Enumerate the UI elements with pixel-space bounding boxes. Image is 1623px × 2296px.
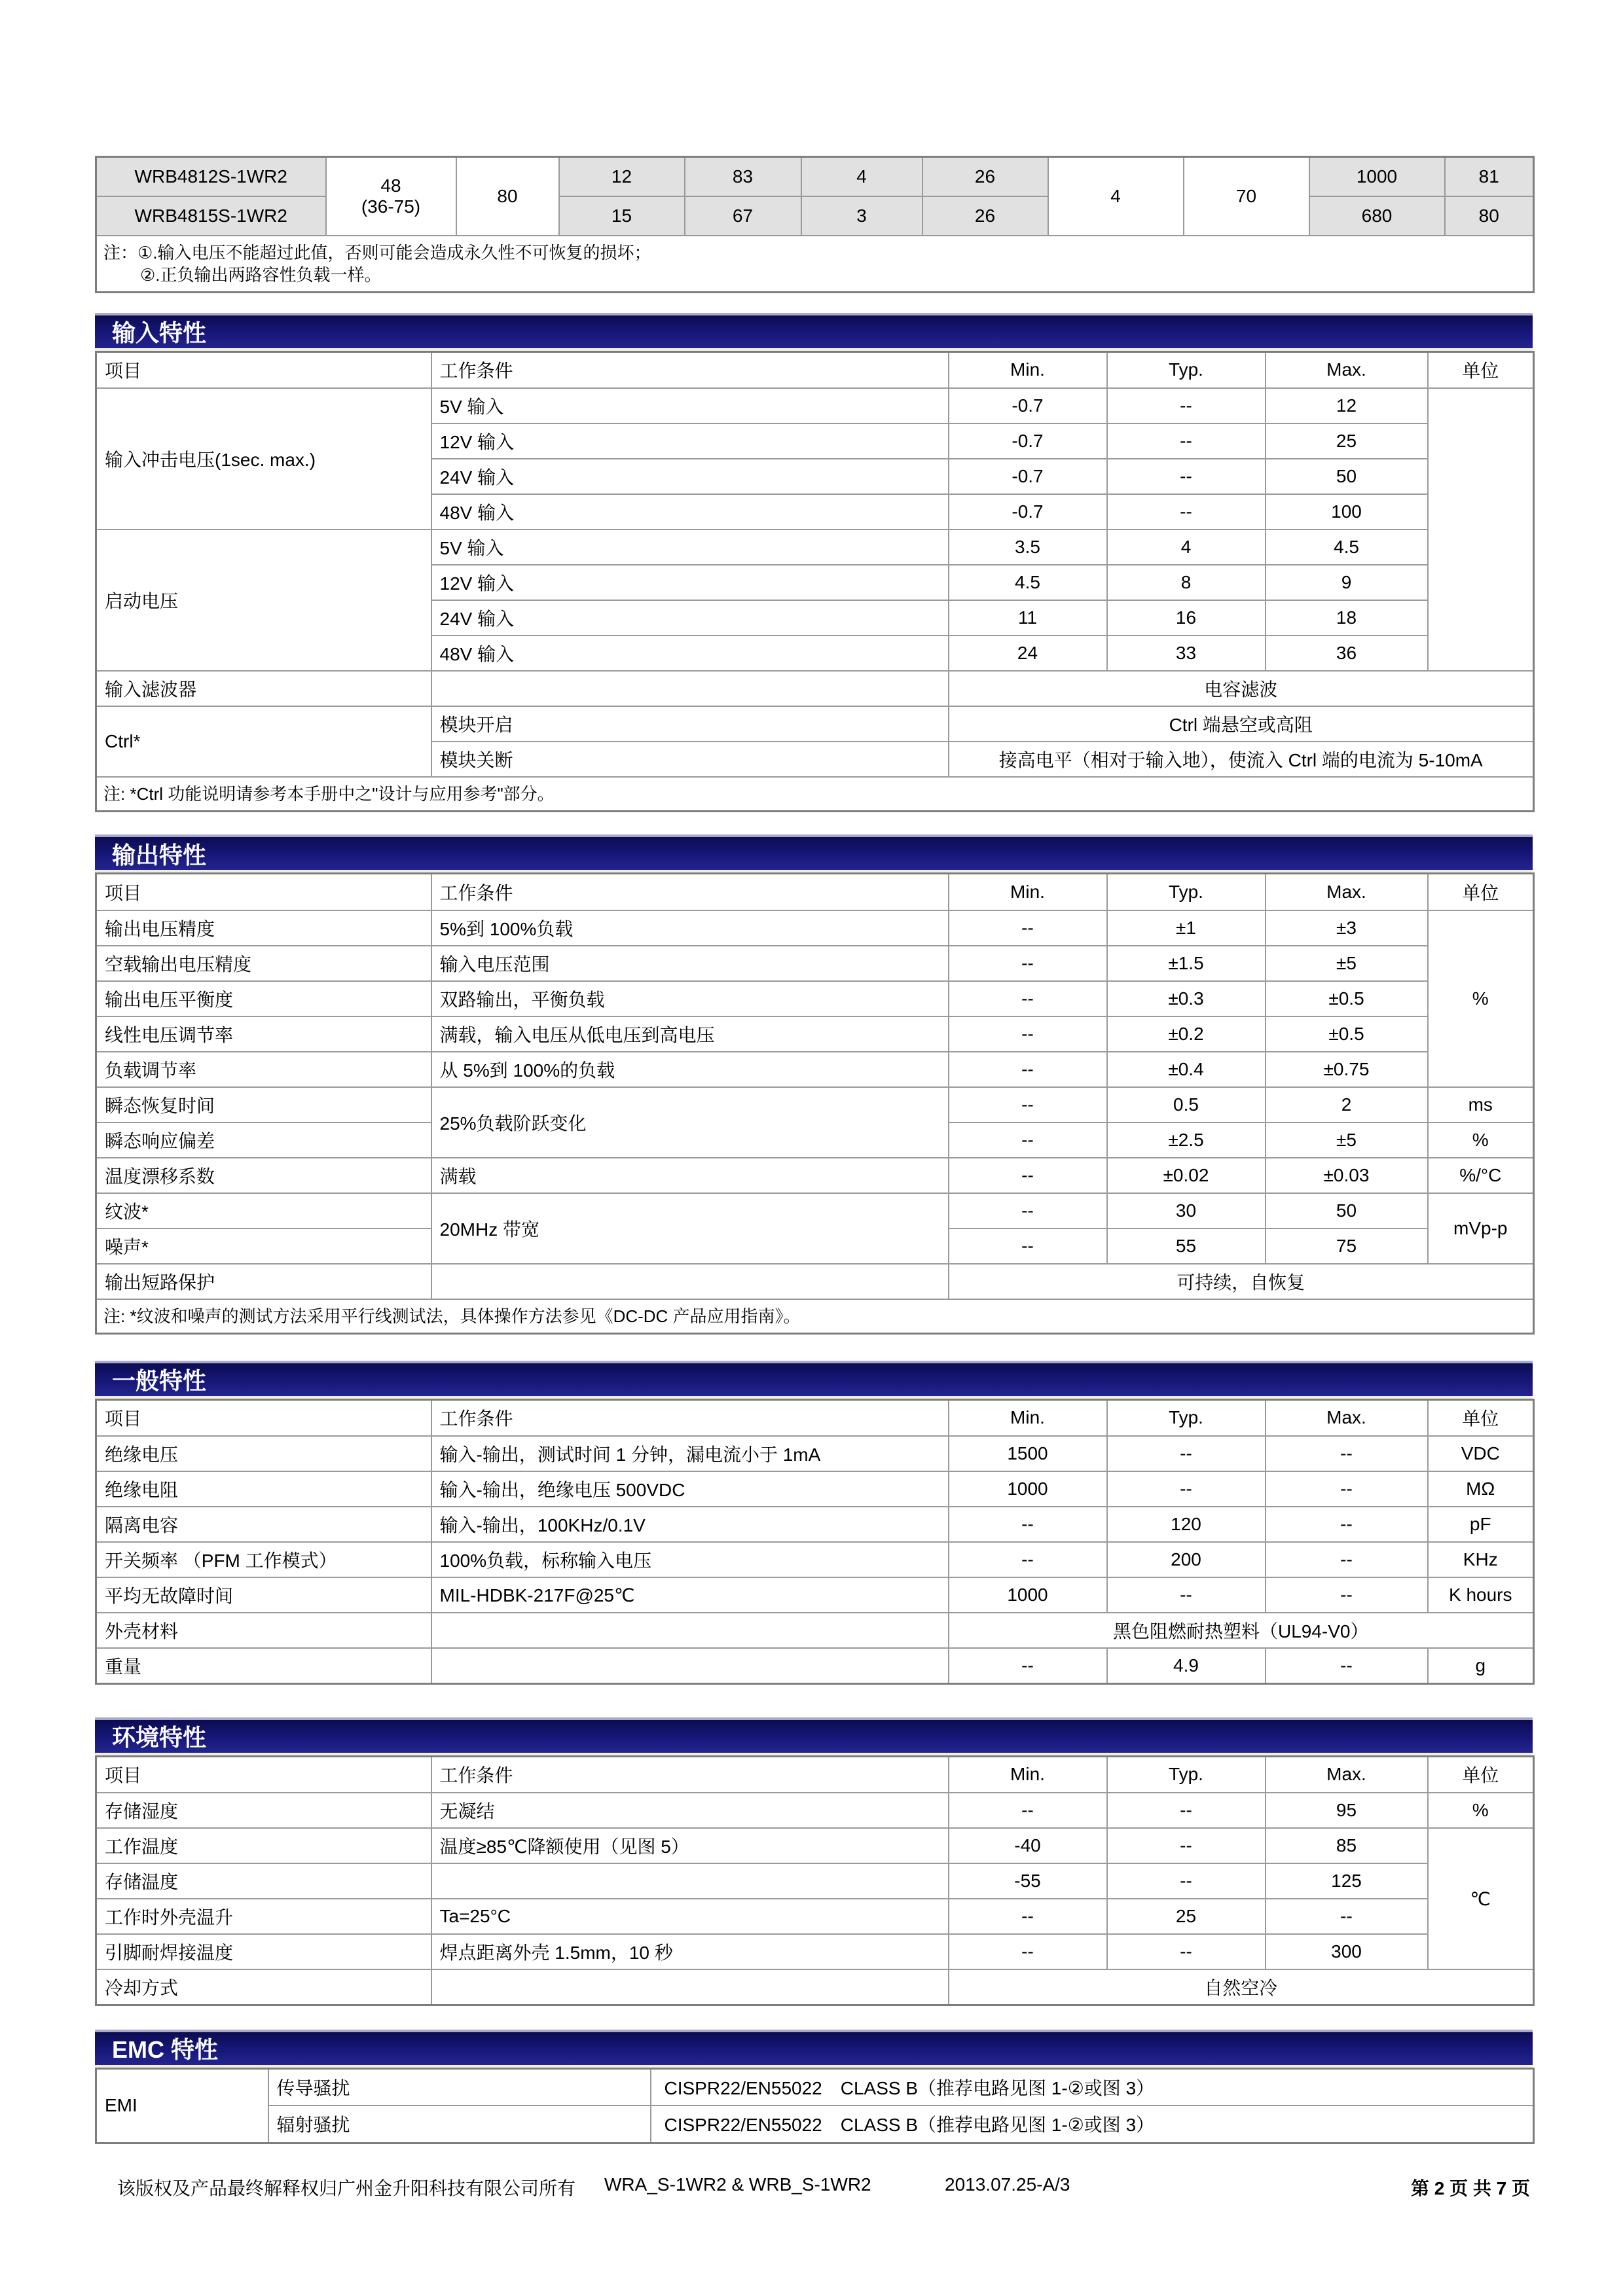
col-header-condition: 工作条件	[431, 351, 949, 388]
cell-typ: 8	[1107, 565, 1266, 600]
cell-typ: 0.5	[1107, 1087, 1266, 1122]
cell-condition: 辐射骚扰	[268, 2106, 651, 2143]
section-title: 输入特性	[112, 319, 207, 346]
cell-unit: mVp-p	[1428, 1193, 1534, 1264]
section-title: 输出特性	[112, 841, 207, 869]
cell-typ: --	[1107, 1934, 1266, 1969]
cell-value: 电容滤波	[949, 671, 1534, 706]
cell-typ: 120	[1107, 1507, 1266, 1542]
col-header-min: Min.	[949, 874, 1107, 910]
section-title: 一般特性	[112, 1367, 207, 1394]
cell-max: ±0.5	[1266, 1016, 1428, 1052]
table-row	[96, 196, 1534, 236]
cell-typ: --	[1107, 1471, 1266, 1507]
cell-max: --	[1266, 1899, 1428, 1934]
header-row	[96, 874, 1534, 910]
cell-typ: --	[1107, 1436, 1266, 1471]
cell-item: 输入滤波器	[96, 671, 431, 706]
cell-min: --	[949, 1122, 1107, 1158]
cell-item: 绝缘电压	[96, 1436, 431, 1471]
cell-condition: 48V 输入	[431, 636, 949, 671]
cell-unit: K hours	[1428, 1577, 1534, 1613]
vin-nominal: 48	[380, 175, 401, 196]
cell-condition-empty	[431, 1264, 949, 1299]
cell-condition: 输入-输出，100KHz/0.1V	[431, 1507, 949, 1542]
cell-typ: 30	[1107, 1193, 1266, 1229]
cell-min: -0.7	[949, 459, 1107, 494]
col-header-typ: Typ.	[1107, 874, 1266, 910]
cell-value: 26	[922, 157, 1048, 196]
cell-item: Ctrl*	[96, 706, 431, 777]
section-output	[95, 834, 1533, 1335]
section-band-output	[95, 834, 1533, 872]
cell-typ: 200	[1107, 1542, 1266, 1577]
table-row	[96, 1648, 1534, 1683]
cell-unit: KHz	[1428, 1542, 1534, 1577]
cell-efficiency: 80	[1445, 196, 1534, 236]
section-band-environment	[95, 1717, 1533, 1755]
cell-max: ±0.5	[1266, 981, 1428, 1016]
cell-min: --	[949, 1542, 1107, 1577]
table-row	[96, 910, 1534, 946]
cell-condition: 输入-输出，绝缘电压 500VDC	[431, 1471, 949, 1507]
col-header-item: 项目	[96, 1399, 431, 1436]
section-band-emc	[95, 2030, 1533, 2068]
cell-value: 接高电平（相对于输入地），使流入 Ctrl 端的电流为 5-10mA	[949, 742, 1534, 777]
cell-capacitance: 1000	[1309, 157, 1445, 196]
cell-vout: 12	[559, 157, 685, 196]
cell-typ: ±1	[1107, 910, 1266, 946]
table-note-row	[96, 777, 1534, 812]
cell-unit: %	[1428, 1793, 1534, 1828]
table-row	[96, 671, 1534, 706]
cell-value: 黑色阻燃耐热塑料（UL94-V0）	[949, 1613, 1534, 1648]
cell-min: --	[949, 1899, 1107, 1934]
footer-page-number: 第 2 页 共 7 页	[1410, 2178, 1530, 2198]
cell-item: 温度漂移系数	[96, 1158, 431, 1193]
table-row	[96, 1828, 1534, 1863]
cell-typ: 55	[1107, 1229, 1266, 1264]
table-row	[96, 2068, 1534, 2106]
table-row	[96, 1542, 1534, 1577]
cell-min: --	[949, 946, 1107, 981]
cell-model: WRB4812S-1WR2	[96, 157, 326, 196]
col-header-item: 项目	[96, 351, 431, 388]
cell-item: 负载调节率	[96, 1052, 431, 1087]
cell-condition: 48V 输入	[431, 494, 949, 529]
cell-item: 存储湿度	[96, 1793, 431, 1828]
cell-item: 输出电压平衡度	[96, 981, 431, 1016]
cell-condition: Ta=25°C	[431, 1899, 949, 1934]
cell-min: --	[949, 910, 1107, 946]
cell-max: 95	[1266, 1793, 1428, 1828]
cell-condition-empty	[431, 1648, 949, 1683]
cell-value: CISPR22/EN55022 CLASS B（推荐电路见图 1-②或图 3）	[651, 2068, 1534, 2106]
cell-item: 平均无故障时间	[96, 1577, 431, 1613]
table-row	[96, 1507, 1534, 1542]
cell-unit: pF	[1428, 1507, 1534, 1542]
col-header-min: Min.	[949, 1756, 1107, 1793]
footer-models: WRA_S-1WR2 & WRB_S-1WR2	[604, 2174, 871, 2195]
cell-typ: ±1.5	[1107, 946, 1266, 981]
cell-item: 空载输出电压精度	[96, 946, 431, 981]
cell-current: 83	[685, 157, 801, 196]
cell-max: 12	[1266, 388, 1428, 423]
cell-typ: 4	[1107, 529, 1266, 565]
cell-min: 1000	[949, 1471, 1107, 1507]
note-line-2: ②.正负输出两路容性负载一样。	[140, 264, 382, 285]
col-header-min: Min.	[949, 1399, 1107, 1436]
table-row	[96, 1863, 1534, 1899]
table-row	[96, 388, 1534, 423]
table-row	[96, 1969, 1534, 2005]
input-note: 注: *Ctrl 功能说明请参考本手册中之"设计与应用参考"部分。	[96, 777, 1534, 812]
cell-item: 输入冲击电压(1sec. max.)	[96, 388, 431, 529]
model-ratings-table	[95, 156, 1535, 293]
col-header-unit: 单位	[1428, 1399, 1534, 1436]
cell-typ: --	[1107, 1863, 1266, 1899]
cell-unit: %/°C	[1428, 1158, 1534, 1193]
cell-item: 开关频率 （PFM 工作模式）	[96, 1542, 431, 1577]
table-row	[96, 1613, 1534, 1648]
cell-max: 75	[1266, 1229, 1428, 1264]
cell-typ: ±0.02	[1107, 1158, 1266, 1193]
cell-max: 100	[1266, 494, 1428, 529]
cell-condition: 12V 输入	[431, 565, 949, 600]
cell-min: -0.7	[949, 494, 1107, 529]
note-line-1: 注：①.输入电压不能超过此值，否则可能会造成永久性不可恢复的损坏；	[103, 242, 651, 262]
table-row	[96, 946, 1534, 981]
cell-max: 25	[1266, 423, 1428, 459]
cell-condition: 24V 输入	[431, 600, 949, 636]
cell-condition: 25%负载阶跃变化	[431, 1087, 949, 1158]
cell-value: 自然空冷	[949, 1969, 1534, 2005]
cell-condition: 从 5%到 100%的负载	[431, 1052, 949, 1087]
cell-min: 4.5	[949, 565, 1107, 600]
cell-value: 26	[922, 196, 1048, 236]
table-row	[96, 1436, 1534, 1471]
cell-min: --	[949, 1052, 1107, 1087]
section-band-input	[95, 313, 1533, 351]
cell-condition: 双路输出，平衡负载	[431, 981, 949, 1016]
cell-typ: ±0.4	[1107, 1052, 1266, 1087]
cell-vout: 15	[559, 196, 685, 236]
cell-max: 2	[1266, 1087, 1428, 1122]
cell-typ: 25	[1107, 1899, 1266, 1934]
cell-item: 引脚耐焊接温度	[96, 1934, 431, 1969]
table-note-row	[96, 1299, 1534, 1334]
cell-item: 纹波*	[96, 1193, 431, 1229]
col-header-max: Max.	[1266, 1399, 1428, 1436]
cell-efficiency: 81	[1445, 157, 1534, 196]
table-row	[96, 1577, 1534, 1613]
cell-condition	[431, 1863, 949, 1899]
cell-max: 18	[1266, 600, 1428, 636]
cell-max: --	[1266, 1507, 1428, 1542]
cell-condition: 5%到 100%负载	[431, 910, 949, 946]
cell-min: --	[949, 1934, 1107, 1969]
cell-condition: 无凝结	[431, 1793, 949, 1828]
cell-condition: 满载，输入电压从低电压到高电压	[431, 1016, 949, 1052]
cell-typ: --	[1107, 1793, 1266, 1828]
cell-item: 输出电压精度	[96, 910, 431, 946]
table-row	[96, 1016, 1534, 1052]
output-table	[95, 872, 1535, 1335]
table-row	[96, 529, 1534, 565]
cell-max: 9	[1266, 565, 1428, 600]
section-band-general	[95, 1361, 1533, 1399]
cell-item: 瞬态响应偏差	[96, 1122, 431, 1158]
col-header-typ: Typ.	[1107, 1399, 1266, 1436]
cell-min: --	[949, 981, 1107, 1016]
cell-max: --	[1266, 1577, 1428, 1613]
cell-typ: ±0.3	[1107, 981, 1266, 1016]
vin-range: (36-75)	[361, 196, 421, 217]
cell-max: 50	[1266, 1193, 1428, 1229]
cell-max: 125	[1266, 1863, 1428, 1899]
cell-condition: 12V 输入	[431, 423, 949, 459]
page-footer	[95, 2174, 1533, 2200]
cell-efficiency-min: 80	[456, 157, 559, 236]
section-general	[95, 1361, 1533, 1685]
cell-min: 3.5	[949, 529, 1107, 565]
section-environment	[95, 1717, 1533, 2006]
cell-item: 绝缘电阻	[96, 1471, 431, 1507]
cell-max: 300	[1266, 1934, 1428, 1969]
cell-min: -55	[949, 1863, 1107, 1899]
cell-item: 工作温度	[96, 1828, 431, 1863]
col-header-unit: 单位	[1428, 874, 1534, 910]
cell-max: ±0.75	[1266, 1052, 1428, 1087]
cell-min: --	[949, 1793, 1107, 1828]
cell-condition-empty	[431, 1969, 949, 2005]
cell-condition: 焊点距离外壳 1.5mm，10 秒	[431, 1934, 949, 1969]
section-title: 环境特性	[112, 1724, 207, 1751]
ratings-note	[96, 236, 1534, 293]
cell-min: --	[949, 1016, 1107, 1052]
cell-typ: ±0.2	[1107, 1016, 1266, 1052]
cell-min: 1000	[949, 1577, 1107, 1613]
cell-typ: --	[1107, 423, 1266, 459]
table-row	[96, 157, 1534, 196]
general-table	[95, 1399, 1535, 1685]
cell-unit: VDC	[1428, 1436, 1534, 1471]
cell-condition: 输入电压范围	[431, 946, 949, 981]
col-header-condition: 工作条件	[431, 1399, 949, 1436]
cell-min: --	[949, 1648, 1107, 1683]
cell-item: 冷却方式	[96, 1969, 431, 2005]
cell-typ: ±2.5	[1107, 1122, 1266, 1158]
footer-copyright: 该版权及产品最终解释权归广州金升阳科技有限公司所有	[117, 2178, 576, 2198]
cell-max: ±5	[1266, 1122, 1428, 1158]
cell-max: 85	[1266, 1828, 1428, 1863]
cell-min: -0.7	[949, 423, 1107, 459]
section-title: EMC 特性	[112, 2036, 219, 2063]
col-header-max: Max.	[1266, 874, 1428, 910]
cell-condition: 温度≥85℃降额使用（见图 5）	[431, 1828, 949, 1863]
cell-typ: --	[1107, 1828, 1266, 1863]
cell-typ: --	[1107, 459, 1266, 494]
cell-max: ±3	[1266, 910, 1428, 946]
cell-unit: g	[1428, 1648, 1534, 1683]
col-header-condition: 工作条件	[431, 1756, 949, 1793]
cell-min: --	[949, 1507, 1107, 1542]
cell-unit: %	[1428, 1122, 1534, 1158]
cell-condition: 输入-输出，测试时间 1 分钟，漏电流小于 1mA	[431, 1436, 949, 1471]
cell-min: 1500	[949, 1436, 1107, 1471]
cell-max: --	[1266, 1648, 1428, 1683]
cell-typ: 33	[1107, 636, 1266, 671]
table-row	[96, 1899, 1534, 1934]
table-row	[96, 1264, 1534, 1299]
table-row	[96, 1934, 1534, 1969]
cell-item: 噪声*	[96, 1229, 431, 1264]
header-row	[96, 1756, 1534, 1793]
cell-max: ±5	[1266, 946, 1428, 981]
cell-item: 线性电压调节率	[96, 1016, 431, 1052]
cell-condition: 传导骚扰	[268, 2068, 651, 2106]
cell-min: 24	[949, 636, 1107, 671]
cell-item: 重量	[96, 1648, 431, 1683]
cell-typ: --	[1107, 494, 1266, 529]
cell-min: -40	[949, 1828, 1107, 1863]
cell-item: 启动电压	[96, 529, 431, 671]
cell-typ: 4.9	[1107, 1648, 1266, 1683]
col-header-unit: 单位	[1428, 1756, 1534, 1793]
cell-item: 外壳材料	[96, 1613, 431, 1648]
table-row	[96, 1158, 1534, 1193]
cell-condition: 5V 输入	[431, 388, 949, 423]
section-input	[95, 313, 1533, 813]
cell-mid-b: 70	[1184, 157, 1309, 236]
cell-min: -0.7	[949, 388, 1107, 423]
col-header-typ: Typ.	[1107, 1756, 1266, 1793]
cell-typ: --	[1107, 1577, 1266, 1613]
cell-max: 50	[1266, 459, 1428, 494]
cell-condition: 5V 输入	[431, 529, 949, 565]
cell-condition: 24V 输入	[431, 459, 949, 494]
cell-value: 4	[801, 157, 922, 196]
col-header-unit: 单位	[1428, 351, 1534, 388]
table-note-row	[96, 236, 1534, 293]
cell-condition: 100%负载，标称输入电压	[431, 1542, 949, 1577]
cell-unit-empty	[1428, 388, 1534, 671]
section-emc	[95, 2030, 1533, 2144]
cell-max: 36	[1266, 636, 1428, 671]
cell-min: --	[949, 1158, 1107, 1193]
cell-item: 存储温度	[96, 1863, 431, 1899]
header-row	[96, 1399, 1534, 1436]
cell-min: --	[949, 1087, 1107, 1122]
col-header-max: Max.	[1266, 351, 1428, 388]
cell-input-voltage	[326, 157, 456, 236]
cell-item: 工作时外壳温升	[96, 1899, 431, 1934]
cell-unit: %	[1428, 910, 1534, 1087]
cell-value: Ctrl 端悬空或高阻	[949, 706, 1534, 742]
cell-condition: 满载	[431, 1158, 949, 1193]
col-header-item: 项目	[96, 874, 431, 910]
environment-table	[95, 1755, 1535, 2006]
cell-mid-a: 4	[1048, 157, 1184, 236]
cell-max: 4.5	[1266, 529, 1428, 565]
table-row	[96, 1471, 1534, 1507]
cell-max: --	[1266, 1436, 1428, 1471]
cell-unit: ms	[1428, 1087, 1534, 1122]
table-row	[96, 706, 1534, 742]
cell-value: CISPR22/EN55022 CLASS B（推荐电路见图 1-②或图 3）	[651, 2106, 1534, 2143]
cell-condition-empty	[431, 1613, 949, 1648]
table-row	[96, 1193, 1534, 1229]
col-header-min: Min.	[949, 351, 1107, 388]
cell-min: --	[949, 1229, 1107, 1264]
table-row	[96, 1793, 1534, 1828]
col-header-condition: 工作条件	[431, 874, 949, 910]
cell-current: 67	[685, 196, 801, 236]
cell-item: 输出短路保护	[96, 1264, 431, 1299]
cell-min: --	[949, 1193, 1107, 1229]
col-header-typ: Typ.	[1107, 351, 1266, 388]
cell-condition: 20MHz 带宽	[431, 1193, 949, 1264]
cell-item: 瞬态恢复时间	[96, 1087, 431, 1122]
cell-max: --	[1266, 1471, 1428, 1507]
cell-value: 3	[801, 196, 922, 236]
input-table	[95, 351, 1535, 813]
cell-max: ±0.03	[1266, 1158, 1428, 1193]
emc-table	[95, 2068, 1535, 2144]
cell-value: 可持续，自恢复	[949, 1264, 1534, 1299]
col-header-item: 项目	[96, 1756, 431, 1793]
page-content	[95, 156, 1533, 2200]
cell-unit: MΩ	[1428, 1471, 1534, 1507]
table-row	[96, 1052, 1534, 1087]
col-header-max: Max.	[1266, 1756, 1428, 1793]
cell-unit: ℃	[1428, 1828, 1534, 1969]
output-note: 注: *纹波和噪声的测试方法采用平行线测试法，具体操作方法参见《DC-DC 产品应用指南》。	[96, 1299, 1534, 1334]
cell-max: --	[1266, 1542, 1428, 1577]
cell-condition-empty	[431, 671, 949, 706]
table-row	[96, 981, 1534, 1016]
footer-revision: 2013.07.25-A/3	[945, 2174, 1070, 2195]
cell-typ: 16	[1107, 600, 1266, 636]
table-row	[96, 1087, 1534, 1122]
cell-item: EMI	[96, 2068, 268, 2143]
cell-condition: 模块关断	[431, 742, 949, 777]
header-row	[96, 351, 1534, 388]
cell-capacitance: 680	[1309, 196, 1445, 236]
cell-model: WRB4815S-1WR2	[96, 196, 326, 236]
cell-item: 隔离电容	[96, 1507, 431, 1542]
cell-min: 11	[949, 600, 1107, 636]
cell-condition: 模块开启	[431, 706, 949, 742]
table-row	[96, 2106, 1534, 2143]
cell-condition: MIL-HDBK-217F@25℃	[431, 1577, 949, 1613]
cell-typ: --	[1107, 388, 1266, 423]
